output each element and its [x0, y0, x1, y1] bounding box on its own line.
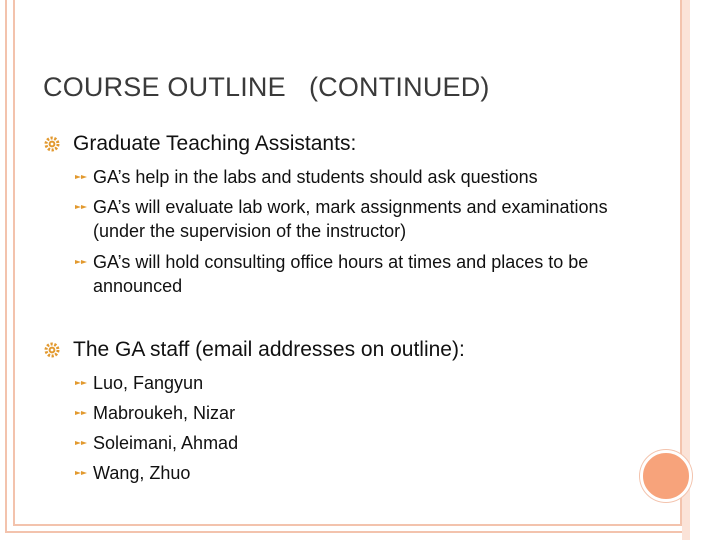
sub-bullet-icon [74, 202, 90, 212]
sub-bullet [74, 195, 634, 243]
sub-bullet-text: GA’s will hold consulting office hours at times and places to be announced [93, 252, 589, 296]
sub-bullet [74, 250, 634, 298]
sub-bullet-icon [74, 378, 90, 388]
sub-bullet [74, 431, 634, 455]
bullet-text: The GA staff (email addresses on outline): [73, 338, 465, 361]
sub-bullet-icon [74, 257, 90, 267]
bullet-ga-staff [44, 338, 465, 362]
sub-bullet-text: Soleimani, Ahmad [93, 433, 239, 453]
sub-bullet-icon [74, 468, 90, 478]
sub-bullet-text: Wang, Zhuo [93, 463, 191, 483]
sub-bullet [74, 165, 634, 189]
decorative-circle [640, 450, 692, 502]
sub-bullet-icon [74, 438, 90, 448]
bullet-graduate-teaching-assistants [44, 132, 356, 156]
sub-bullet [74, 461, 634, 485]
sub-bullet [74, 371, 634, 395]
slide-title: COURSE OUTLINE (CONTINUED) [43, 72, 490, 102]
sub-bullet-text: Luo, Fangyun [93, 373, 204, 393]
sub-bullet-text: GA’s will evaluate lab work, mark assignments and examinations (under the supervision of the instructor) [93, 197, 608, 241]
sub-bullet-text: Mabroukeh, Nizar [93, 403, 236, 423]
sub-bullet-icon [74, 172, 90, 182]
bullet-text: Graduate Teaching Assistants: [73, 132, 357, 155]
gear-bullet-icon [44, 342, 60, 358]
sub-bullet [74, 401, 634, 425]
sub-bullet-text: GA’s help in the labs and students should ask questions [93, 167, 538, 187]
sub-bullet-icon [74, 408, 90, 418]
gear-bullet-icon [44, 136, 60, 152]
